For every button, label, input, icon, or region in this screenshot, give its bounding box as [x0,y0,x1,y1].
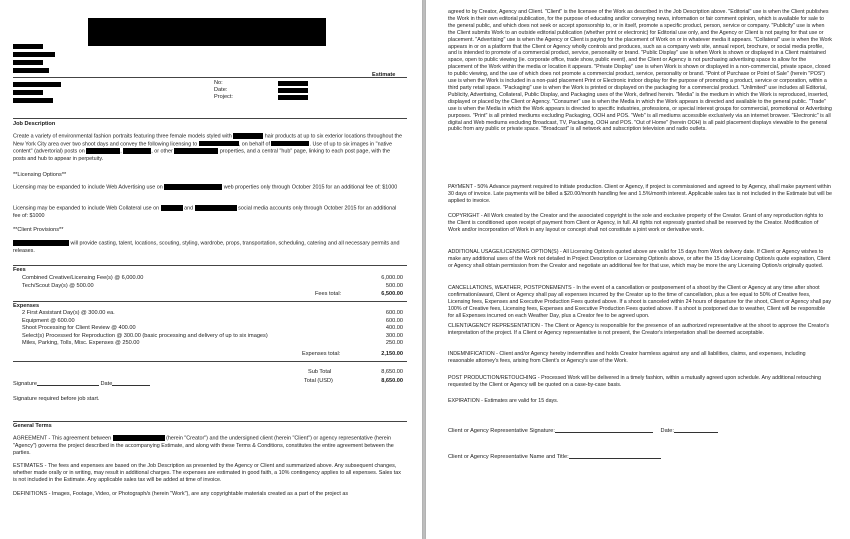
redacted-address-line [13,44,43,49]
line-item-amount: 6,000.00 [381,275,403,281]
line-item-amount: 250.00 [385,340,403,347]
signature-field[interactable] [37,380,99,386]
line-item-amount: 500.00 [385,282,403,289]
redacted-client-line [13,98,53,103]
line-item-amount: 600.00 [385,310,403,316]
estimate-signature-line[interactable] [13,380,150,388]
licensing-option-text: web properties only through October 2015 for an additional fee of: $1000 [223,184,398,191]
expenses-total-amount: 2,150.00 [381,351,403,357]
fees-rule [13,265,407,266]
estimate-page [0,0,422,539]
redacted-address-line [13,60,43,65]
redacted-estimate-date [278,88,308,93]
redacted-creator [113,435,165,441]
licensing-option-2 [13,205,403,220]
line-item-amount: 400.00 [385,325,403,332]
job-description-part: . Use of up to six images in "native content" (advertorial) posts on [13,141,392,155]
estimate-date-label: Date: [214,87,228,93]
client-date-label: Date: [660,428,674,434]
line-item-amount: 300.00 [385,332,403,339]
agreement-part: AGREEMENT - This agreement between [13,435,112,442]
redacted-brand [233,133,263,139]
client-representation-clause: CLIENT/AGENCY REPRESENTATION - The Client or Agency is responsible for the presence of an authorized representative at the shoot to approve the Creator's interpretation of the project. If a Client or Agency representative is not present, the Creator's interpretation shall be deemed acceptable. [448,323,830,336]
agreement-text [13,435,405,457]
payment-clause: PAYMENT - 50% Advance payment required to initiate production. Client or Agency, if project is commissioned and agreed to by Agency, shall make payment within 30 days of invoice. Late payments will be billed a $20.00/month handling fee and 1.5%/month interest. Applicable sales tax is not included in the Estimate but will be applied to invoice. [448,184,832,204]
job-description-part: properties, and a central "hub" page, linking to each post page, with the posts and hub to appear in perpetuity. [13,148,390,162]
total-amount: 8,650.00 [381,378,403,384]
expenses-total-label: Expenses total: [302,351,341,357]
redacted-property [174,148,218,154]
subtotal-label: Sub Total [308,369,332,375]
job-description-part: , [120,148,122,155]
signature-label: Signature [13,381,37,387]
terms-page [426,0,850,539]
copyright-clause: COPYRIGHT - All Work created by the Creator and the associated copyright is the sole and exclusive property of the Creator. Grant of any reproduction rights to the Client is conditioned upon receipt of payment from Client or Agency, in full. All rights not expressly granted shall be reserved by the Creator. Modification of Work and/or incorporation of Work in any layout or concept shall not constitute a joint work or derivative work. [448,213,824,233]
estimates-text: ESTIMATES - The fees and expenses are based on the Job Description as presented by the Agency or Client and summarized above. Any subsequent changes, whether made orally or in writing, may result in additional charges. The expenses are estimated in good faith, a 10% contingency applies to all expenses. Sales tax is not included in the Estimate. Any applicable sales tax will be added at time of invoice. [13,463,401,484]
estimate-project-label: Project: [214,94,233,100]
licensing-option-text: and [184,205,194,212]
job-description-part: , or other [151,148,173,155]
client-name-label: Client or Agency Representative Name and Title: [448,454,569,460]
licensing-option-text: social media accounts only through October 2015 for an additional fee of: $1000 [13,205,397,219]
client-provisions-body: will provide casting, talent, locations, scouting, styling, wardrobe, props, transportation, scheduling, catering and all necessary permits and releases. [13,240,400,254]
definitions-text: DEFINITIONS - Images, Footage, Video, or Photograph/s (herein "Work"), are any copyrightable materials created as a part of the project as [13,491,349,497]
job-description-heading: Job Description [13,121,56,127]
licensing-option-1 [13,184,403,192]
licensing-option-text: Licensing may be expanded to include Web Advertising use on [13,184,163,191]
estimate-no-label: No: [214,80,223,86]
date-field[interactable] [112,380,150,386]
redacted-logo [88,18,326,46]
client-provisions-heading: **Client Provisions** [13,227,64,233]
estimate-label: Estimate [372,72,396,78]
subtotal-amount: 8,650.00 [381,369,403,375]
licensing-option-text: Licensing may be expanded to include Web Collateral use on [13,205,160,212]
client-date-field[interactable] [674,427,718,433]
redacted-estimate-number [278,81,308,86]
post-production-clause: POST PRODUCTION/RETOUCHING - Processed Work will be delivered in a timely fashion, within a mutually agreed upon schedule. Any additional retouching requested by the Client or Agency will be quoted on a case-by-case basis. [448,375,822,388]
line-item-label: Equipment @ 600.00 [22,317,75,324]
job-description-rule [13,118,407,119]
redacted-project-name [278,95,308,100]
redacted-brand [271,141,309,147]
line-item-amount: 600.00 [385,317,403,324]
indemnification-clause: INDEMNIFICATION - Client and/or Agency hereby indemnifies and holds Creator harmless against any and all liabilities, claims, and expenses, including reasonable attorney's fees, arising from Client's or Agency's use of the Work. [448,351,806,364]
redacted-property [123,148,151,154]
additional-usage-clause: ADDITIONAL USAGE/LICENSING OPTION(S) - All Licensing Option/s quoted above are valid for 15 days from Work delivery date. If Client or Agency wishes to make any additional uses of the Work not detailed in Project Description or Licensing Option/s above, or after the 15 day Licensing Option/s quote expiration, Client or Agency shall obtain permission from the Creator and negotiate an additional fee for that use, which may be more the any Licensing Option/s originally quoted. [448,249,831,269]
general-terms-rule [13,421,407,422]
fees-heading: Fees [13,267,26,273]
line-item-label: Shoot Processing for Client Review @ 400.00 [22,325,136,332]
line-item-label: Combined Creative/Licensing Fee(s) @ 6,000.00 [22,275,144,281]
fees-total-amount: 6,500.00 [381,291,403,297]
client-signature-field[interactable] [555,427,653,433]
cancellations-clause: CANCELLATIONS, WEATHER, POSTPONEMENTS - In the event of a cancellation or postponement of a shoot by the Client or Agency at any time after shoot confirmation/award, Client or Agency shall pay all expenses incurred by the Creator up to the time of cancellation, plus a fee equal to 50% of Creative fees, Licensing fees, Expenses and Executive Production Fees quoted above. If a shoot is canceled within 24 hours of departure for the shoot, Client or Agency shall pay 100% of Creative fees, Licensing fees, Expenses and Executive Production Fees quoted above. If a shoot is postponed due to weather, Client will be responsible for all Expenses incurred on each Weather Day, plus a Creator fee to be agreed upon. [448,285,832,319]
client-signature-line[interactable] [448,427,718,435]
total-label: Total (USD) [304,378,333,384]
agreement-part: (herein "Creator") and the undersigned client (herein "Client") or agency representative (herein "Agency") governs the project described in the accompanying Estimate, and along with these Terms & Conditions, constitutes the entire agreement between the parties. [13,435,394,456]
redacted-address-line [13,68,49,73]
expiration-clause: EXPIRATION - Estimates are valid for 15 days. [448,398,559,404]
redacted-property [161,205,183,211]
definitions-continued: agreed to by Creator, Agency and Client. "Client" is the licensee of the Work as described in the Job Description above. "Editorial" use is when the Client publishes the Work in their own editorial publication, for the purpose of educating and/or conveying news, information or fair comment opinion, which is available for sale to the general public, and which does not seek or accept sponsorship to, or in itself, promote a specific product, person, service or company. "Publicity" use is when the Client submits Work to an outside editorial publication (whether print or electronic) for Editorial use only, and the Agency or Client is not paying for that use or placement. "Advertising" use is when the Agency or Client is paying for the placement of Work on or in whatever media it appears. "Collateral" use is when the Work appears in or on a platform that the Client or Agency wholly controls and produces, such as a company web site, annual report, brochure, or social media profile, and is intended to promote of a commercial product, service, personality or brand. "Public Display" use is when Work is shown or displayed in a Client maintained space, open to public viewing (ie. corporate office, trade show, public event), and the Client or Agency is not purchasing advertising space to allow for the placement of the Work within the media or location it appears. "Private Display" use is when Work is shown or displayed in a non-commercial, private space, closed to public viewing, and the use of which does not promote a commercial product, service, personality or brand. "Point of Purchase or Point of Sale" (herein "POS") use is when the Work is included in a non-paid placement Print or Electronic indoor display for the purpose of promoting a product, service or corporation, within a third party retail space. "Packaging" use is when the Work is printed or displayed on the packaging for a commercial product. "Unlimited" use includes all Editorial, Publicity, Advertising, Collateral, Public Display, and Packaging uses of the Work, defined herein. "Media" is the medium in which the Work is reproduced, inserted, displayed or placed by the Client or Agency. "Consumer" use is when the Media in which the Work appears is directed and available to the general public. "Trade" use is when the Media in which the Work appears is directed to specific industries, professions, or special interest groups for commercial, promotional or Advertising purposes. "Print" is all printed mediums excluding Packaging, OOH and POS. "Web" is all mediums accessible exclusively via an internet browser. "Electronic" is all digital and Web mediums excluding Broadcast, TV, Packaging, OOH and POS. "Out of Home" (herein OOH) is all paid placement displays viewable to the general public from any public or private space. "Broadcast" is all network and subscription television and radio outlets. [448,9,832,133]
estimate-header-rule [13,77,407,78]
expenses-rule [13,301,407,302]
redacted-client-line [13,82,61,87]
line-item-label: Select(s) Processed for Reproduction @ 300.00 (basic processing and delivery of up to six images) [22,332,268,339]
client-name-field[interactable] [569,453,661,459]
signature-note: Signature required before job start. [13,396,100,402]
general-terms-heading: General Terms [13,423,52,429]
redacted-address-line [13,52,55,57]
job-description-part: hair products at up to six exterior locations throughout the New York City area over two shoot days and convey the following licensing to [13,133,402,148]
redacted-client [13,240,69,246]
job-description-text [13,133,403,163]
line-item-label: Miles, Parking, Tolls, Misc. Expenses @ 250.00 [22,340,140,347]
client-signature-label: Client or Agency Representative Signature: [448,428,555,434]
line-item-label: 2 First Assistant Day(s) @ 300.00 ea. [22,310,115,316]
licensing-options-heading: **Licensing Options** [13,172,67,178]
expenses-total-rule [13,361,407,362]
redacted-property [195,205,237,211]
job-description-part: , on behalf of [238,141,270,148]
client-provisions-text [13,240,403,255]
line-item-label: Tech/Scout Day(s) @ 500.00 [22,282,94,289]
redacted-client-line [13,90,43,95]
redacted-property [164,184,222,190]
redacted-client [199,141,239,147]
redacted-property [86,148,120,154]
date-label: Date [100,381,113,387]
fees-total-label: Fees total: [315,291,342,297]
job-description-part: Create a variety of environmental fashion portraits featuring three female models styled with [13,133,232,140]
client-name-line[interactable] [448,453,661,461]
expenses-heading: Expenses [13,303,40,309]
